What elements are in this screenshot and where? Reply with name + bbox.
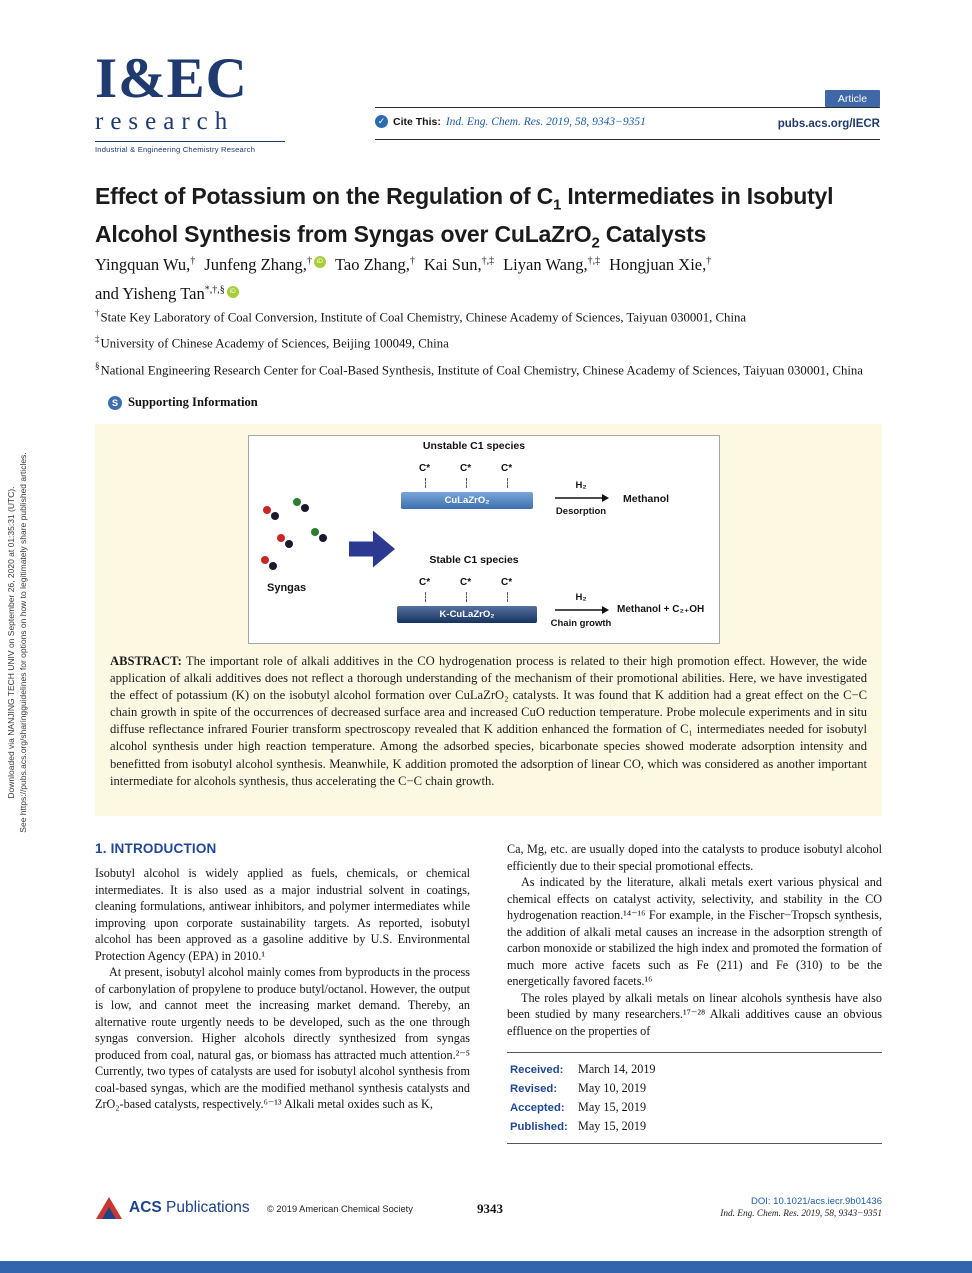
author: Hongjuan Xie,† — [609, 254, 712, 274]
journal-logo — [95, 47, 285, 154]
journal-reference: Ind. Eng. Chem. Res. 2019, 58, 9343−9351 — [720, 1209, 882, 1219]
molecule-dot — [293, 498, 301, 506]
molecule-dot — [263, 506, 271, 514]
intro-paragraph: The roles played by alkali metals on linear alcohols synthesis have also been studied by many researchers.¹⁷⁻²⁸ Alkali additives cause an obvious effluence on the properties of — [507, 990, 882, 1038]
date-row: Accepted: May 15, 2019 — [510, 1100, 647, 1114]
cite-label: Cite This: — [393, 115, 441, 128]
title-subscript: 2 — [591, 234, 600, 252]
c1-species-label: C* — [460, 577, 472, 588]
authors-line1 — [95, 248, 875, 278]
date-row: Revised: May 10, 2019 — [510, 1081, 647, 1095]
author: Liyan Wang,†,‡ — [503, 254, 601, 274]
acs-publications-logo — [95, 1196, 250, 1220]
doi-block — [720, 1196, 882, 1219]
molecule-dot — [269, 562, 277, 570]
authors-line2 — [95, 278, 875, 308]
body-columns — [95, 841, 882, 1144]
molecule-dot — [319, 534, 327, 542]
left-column — [95, 841, 470, 1144]
bond-dash — [507, 592, 508, 602]
date-row: Published: May 15, 2019 — [510, 1119, 647, 1133]
supporting-information-link[interactable] — [108, 395, 258, 410]
bond-dash — [507, 478, 508, 488]
title-part: Intermediates in Isobutyl Alcohol Synthesis from Syngas over CuLaZrO — [95, 183, 834, 248]
methanol-c2oh-product-label: Methanol + C₂₊OH — [617, 604, 705, 615]
c1-species-label: C* — [419, 463, 431, 474]
cite-reference-link[interactable]: Ind. Eng. Chem. Res. 2019, 58, 9343−9351 — [445, 115, 646, 128]
download-note-line2: See https://pubs.acs.org/sharingguidelines for options on how to legitimately share published articles. — [17, 452, 28, 833]
journal-logo-main: I&EC — [95, 47, 248, 110]
graphical-abstract — [248, 435, 720, 644]
author: Junfeng Zhang,† iD — [204, 255, 326, 274]
supporting-info-label: Supporting Information — [128, 395, 258, 409]
syngas-label: Syngas — [267, 582, 307, 594]
bond-dash — [425, 592, 426, 602]
chain-growth-label: Chain growth — [550, 618, 612, 629]
bond-dash — [466, 478, 467, 488]
copyright-text: © 2019 American Chemical Society — [267, 1204, 413, 1214]
journal-site-link[interactable]: pubs.acs.org/IECR — [777, 118, 880, 130]
affiliations — [95, 305, 880, 384]
h2-label: H₂ — [575, 480, 587, 491]
author: Kai Sun,†,‡ — [423, 254, 495, 274]
abstract-text — [110, 653, 867, 790]
author: Tao Zhang,† — [334, 254, 415, 274]
download-note — [6, 380, 29, 905]
author-list — [95, 248, 875, 307]
intro-col-right-paras — [507, 841, 882, 1039]
abstract-label: ABSTRACT: — [110, 654, 182, 668]
acs-logo-text: Publications — [161, 1199, 250, 1216]
page-number: 9343 — [477, 1201, 503, 1216]
journal-logo-caption: Industrial & Engineering Chemistry Research — [95, 141, 285, 154]
header-rule-bottom — [375, 139, 880, 140]
date-row: Received: March 14, 2019 — [510, 1062, 656, 1076]
intro-paragraph: As indicated by the literature, alkali metals exert various physical and chemical effects on catalyst activity, selectivity, and stability in the CO hydrogenation reaction.¹⁴⁻¹⁶ For example, in the Fischer−Tropsch synthesis, the addition of alkali metal causes an increase in the adsorption strength of carbon monoxide or stabilized the high index and promoted the formation of much more active facets such as Fe (211) and Fe (310) to be the energetically favored facets.¹⁶ — [507, 875, 882, 988]
affiliation: §National Engineering Research Center for Coal-Based Synthesis, Institute of Coal Chemistry, Chinese Academy of Sciences, Taiyuan 030001, China — [95, 360, 863, 377]
abstract-section — [95, 424, 882, 816]
bond-dash — [466, 592, 467, 602]
author: Yingquan Wu,† — [95, 254, 196, 274]
catalyst-slab-k-culazro2: K-CuLaZrO₂ — [397, 606, 537, 623]
title-subscript: 1 — [553, 196, 562, 214]
bottom-accent-bar — [0, 1261, 972, 1273]
section-heading-introduction: 1. INTRODUCTION — [95, 841, 217, 856]
journal-logo-sub: research — [95, 108, 235, 135]
molecule-dot — [301, 504, 309, 512]
methanol-product-label: Methanol — [623, 493, 670, 505]
right-column — [507, 841, 882, 1144]
catalyst-slab-culazro2: CuLaZrO₂ — [401, 492, 533, 509]
affiliation: ‡University of Chinese Academy of Sciences, Beijing 100049, China — [95, 334, 449, 351]
h2-label: H₂ — [575, 592, 587, 603]
reaction-arrow — [555, 606, 609, 614]
title-part: Catalysts — [599, 221, 707, 248]
page-footer — [95, 1196, 882, 1230]
intro-paragraph: At present, isobutyl alcohol mainly comes from byproducts in the process of carbonylation of propylene to produce butyl/octanol. However, the output is low, and cannot meet the increasing market demand. Thereby, an alternative route urgently needs to be developed, such as the one through syngas conversion. Higher alcohols directly synthesized from syngas produced from coal, natural gas, or biomass has attracted much attention.²⁻⁵ Currently, two types of catalysts are used for isobutyl alcohol synthesis from coal-based syngas, which are the modified methanol synthesis catalysts and ZrO₂-based catalysts, respectively.⁶⁻¹³ Alkali metal oxides such as K, — [95, 965, 470, 1111]
c1-species-label: C* — [501, 463, 513, 474]
cite-icon: ✓ — [375, 115, 388, 128]
intro-paragraph: Ca, Mg, etc. are usually doped into the catalysts to produce isobutyl alcohol efficiently due to their special promotional effects. — [507, 842, 882, 873]
molecule-dot — [261, 556, 269, 564]
article-title — [95, 182, 875, 258]
stable-species-label: Stable C1 species — [429, 554, 519, 566]
doi-link[interactable]: DOI: 10.1021/acs.iecr.9b01436 — [751, 1196, 882, 1207]
author: and Yisheng Tan*,†,§ iD — [95, 284, 239, 303]
intro-col-left-paras — [95, 865, 470, 1113]
molecule-dot — [271, 512, 279, 520]
intro-paragraph: Isobutyl alcohol is widely applied as fuels, chemicals, or chemical intermediates. It is also used as a major industrial solvent in coatings, cleaning formulations, antiwear inhibitors, and polymer intermediates while improving upon corporate sustainability targets. As reported, isobutyl alcohol has been approved as a gasoline additive by U.S. Environmental Protection Agency (EPA) in 2010.¹ — [95, 866, 470, 963]
supporting-info-icon: S — [108, 396, 122, 410]
molecule-dot — [285, 540, 293, 548]
bond-dash — [425, 478, 426, 488]
article-type-badge: Article — [825, 90, 880, 107]
affiliation: †State Key Laboratory of Coal Conversion, Institute of Coal Chemistry, Chinese Academy of Sciences, Taiyuan 030001, China — [95, 308, 747, 325]
header-rule-top — [375, 107, 880, 108]
acs-logo-text-bold: ACS — [129, 1199, 162, 1216]
desorption-label: Desorption — [555, 506, 607, 517]
orcid-icon[interactable]: iD — [314, 256, 326, 268]
reaction-arrow — [555, 494, 609, 502]
c1-species-label: C* — [501, 577, 513, 588]
orcid-icon[interactable]: iD — [227, 286, 239, 298]
abstract-body: The important role of alkali additives in the CO hydrogenation process is related to their high promotion effect. However, the wide application of alkali additives does not reflect a thorough understanding of the mechanism of their promotional abilities. Here, we have investigated the effect of potassium (K) on the isobutyl alcohol formation over CuLaZrO₂ catalysts. It was found that K addition had a great effect on the C−C chain growth in spite of the occurrences of decreased surface area and increased CuO reduction temperature. Probe molecule experiments and in situ diffuse reflectance infrared Fourier transform spectroscopy revealed that K addition enhanced the formation of C₁ intermediates needed for isobutyl alcohol synthesis under high reaction temperature. Among the adsorbed species, bicarbonate species showed moderate adsorption intensity and benefitted from isobutyl alcohol synthesis. Meanwhile, K addition promoted the adsorption of linear CO, which was considered as another important intermediate for alcohols synthesis, thus accelerating the C−C chain growth. — [110, 654, 868, 788]
acs-logo-mark — [95, 1196, 123, 1220]
c1-species-label: C* — [460, 463, 472, 474]
c1-species-label: C* — [419, 577, 431, 588]
unstable-species-label: Unstable C1 species — [422, 440, 526, 452]
download-note-line1: Downloaded via NANJING TECH UNIV on September 26, 2020 at 01:35:31 (UTC). — [6, 486, 16, 799]
molecule-dot — [277, 534, 285, 542]
dates-box — [507, 1052, 882, 1144]
title-part: Effect of Potassium on the Regulation of C — [95, 183, 554, 209]
molecule-dot — [311, 528, 319, 536]
